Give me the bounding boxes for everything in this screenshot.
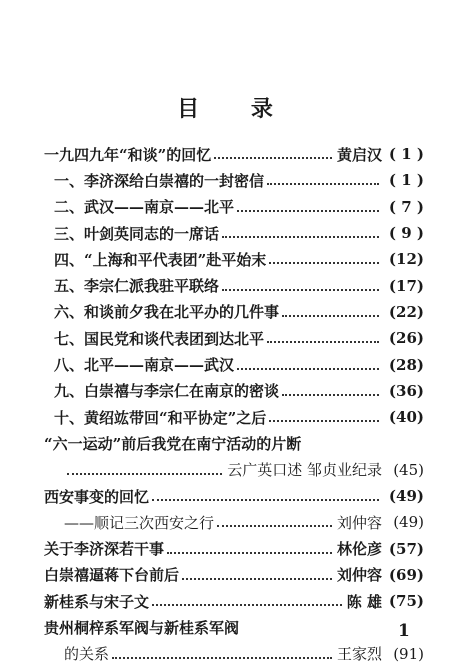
toc-entry: [44, 325, 424, 351]
toc-entry-author: 王家烈: [336, 645, 382, 664]
leader-dots: [152, 604, 342, 606]
toc-entry-page: (26): [388, 329, 424, 348]
leader-dots: [237, 368, 379, 370]
page-title: 目 录: [177, 96, 295, 122]
toc-entry: [44, 535, 424, 561]
toc-entry-title: 一、李济深给白崇禧的一封密信: [54, 171, 265, 190]
toc-entry: [44, 272, 424, 298]
toc-entry-page: (49): [388, 487, 424, 505]
toc-entry: [44, 246, 424, 272]
toc-entry: [44, 167, 424, 193]
toc-entry-author: 刘仲容: [336, 566, 382, 585]
toc-entry-page: (17): [388, 276, 424, 295]
leader-dots: [282, 315, 379, 317]
toc-entry: [44, 220, 424, 246]
toc-entry-title: 白崇禧逼蒋下台前后: [44, 566, 180, 585]
toc-entry: [44, 614, 424, 640]
toc-entry: [44, 509, 424, 535]
toc-entry: [44, 562, 424, 588]
toc-entry: [44, 404, 424, 430]
toc-entry-author: 云广英口述 邹贞业纪录: [227, 461, 382, 480]
toc-entry-title: 贵州桐梓系军阀与新桂系军阀: [44, 618, 240, 637]
toc-entry-title: 三、叶剑英同志的一席话: [54, 224, 220, 243]
leader-dots: [269, 420, 379, 422]
toc-entry-author: 陈 雄: [346, 592, 382, 611]
toc-entry: [44, 141, 424, 167]
toc-entry-title: 的关系: [64, 645, 110, 664]
toc-entry-page: (75): [388, 592, 424, 611]
leader-dots: [214, 157, 332, 159]
toc-entry-title: 新桂系与宋子文: [44, 592, 150, 611]
toc-entry: [44, 457, 424, 483]
toc-entry-page: ( 7 ): [388, 197, 424, 216]
leader-dots: [267, 341, 379, 343]
leader-dots: [217, 525, 332, 527]
toc-entry-title: 七、国民党和谈代表团到达北平: [54, 329, 265, 348]
toc-entry-page: (12): [388, 250, 424, 269]
toc-entry-page: (45): [393, 460, 424, 479]
toc-entry-title: 九、白崇禧与李宗仁在南京的密谈: [54, 382, 280, 401]
toc-entry-title: 十、黄绍竑带回“和平协定”之后: [54, 408, 267, 427]
toc-entry: [44, 641, 424, 667]
leader-dots: [269, 262, 379, 264]
toc-entry-page: ( 1 ): [388, 145, 424, 164]
toc-entry-page: (57): [388, 539, 424, 558]
toc-entry: [44, 351, 424, 377]
leader-dots: [222, 289, 379, 291]
toc-entry-page: (91): [393, 644, 424, 663]
toc-entry-page: (28): [388, 355, 424, 374]
toc-entry: [44, 194, 424, 220]
toc-entry-title: ——顺记三次西安之行: [64, 513, 215, 532]
toc-entry-author: 刘仲容: [336, 513, 382, 532]
toc-entry: [44, 483, 424, 509]
toc-entry: [44, 378, 424, 404]
toc-entry: [44, 430, 424, 456]
toc-entry-title: 五、李宗仁派我驻平联络: [54, 277, 220, 296]
toc-entry-title: 二、武汉——南京——北平: [54, 198, 235, 217]
leader-dots: [167, 552, 332, 554]
leader-dots: [237, 210, 379, 212]
leader-dots: [112, 657, 332, 659]
toc-entry-page: (36): [388, 381, 424, 400]
toc-entry-author: 黄启汉: [336, 145, 382, 164]
table-of-contents: [44, 141, 424, 667]
toc-entry-page: (40): [388, 408, 424, 427]
toc-entry-page: ( 1 ): [388, 171, 424, 190]
toc-entry-page: (49): [393, 513, 424, 532]
toc-entry-title: 西安事变的回忆: [44, 487, 150, 506]
toc-entry-page: (22): [388, 302, 424, 321]
toc-entry-page: ( 9 ): [388, 224, 424, 243]
toc-entry-page: (69): [388, 565, 424, 584]
toc-entry-title: 关于李济深若干事: [44, 540, 165, 559]
leader-dots: [267, 183, 379, 185]
leader-dots: [182, 578, 332, 580]
toc-entry-title: 四、“上海和平代表团”赴平始末: [54, 250, 267, 269]
toc-entry-title: 六、和谈前夕我在北平办的几件事: [54, 303, 280, 322]
leader-dots: [67, 473, 222, 475]
leader-dots: [282, 394, 379, 396]
toc-entry-title: “六一运动”前后我党在南宁活动的片断: [44, 434, 302, 453]
toc-entry: [44, 588, 424, 614]
leader-dots: [152, 499, 379, 501]
toc-entry-author: 林伦彦: [336, 540, 382, 559]
toc-entry: [44, 299, 424, 325]
page-number: 1: [398, 621, 410, 641]
toc-entry-title: 八、北平——南京——武汉: [54, 356, 235, 375]
toc-entry-title: 一九四九年“和谈”的回忆: [44, 145, 212, 164]
leader-dots: [222, 236, 379, 238]
